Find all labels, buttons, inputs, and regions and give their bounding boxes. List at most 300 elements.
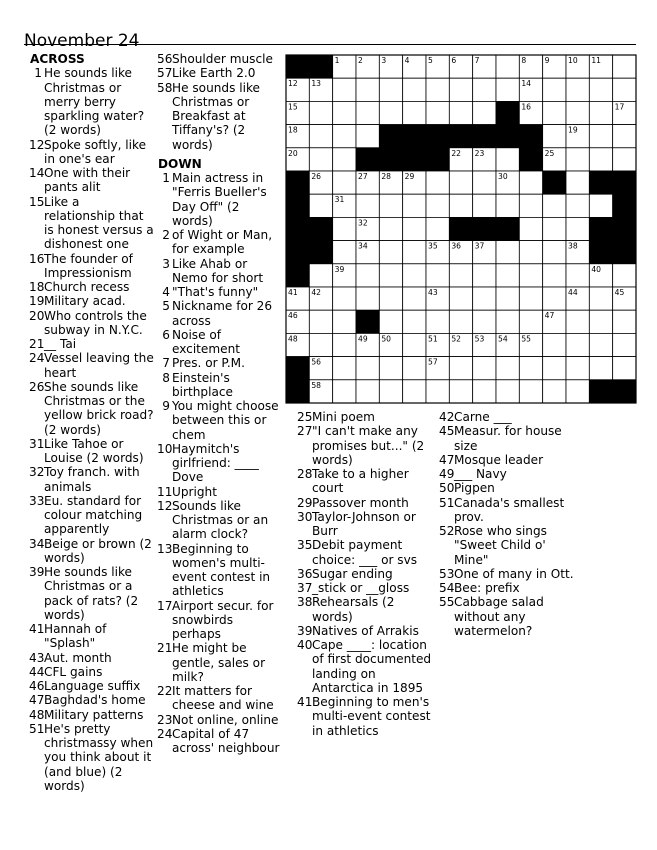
grid-block-cell [613, 194, 636, 217]
clue-text: Einstein's birthplace [172, 370, 233, 399]
grid-cell[interactable] [333, 380, 356, 403]
grid-cell[interactable] [449, 78, 472, 101]
grid-clue-number: 40 [591, 264, 602, 274]
grid-cell[interactable] [473, 171, 496, 194]
clue-item [298, 567, 434, 581]
clue-text: "That's funny" [172, 285, 259, 299]
grid-cell[interactable] [426, 78, 449, 101]
title-divider [24, 44, 636, 45]
clue-column-3 [298, 410, 434, 738]
clue-item [440, 410, 574, 424]
grid-cell[interactable] [426, 217, 449, 240]
grid-block-cell [589, 241, 612, 264]
grid-block-cell [589, 217, 612, 240]
clue-item [30, 679, 154, 693]
clue-text: Beginning to women's multi-event contest in athletics [172, 541, 271, 599]
grid-cell[interactable] [589, 194, 612, 217]
grid-cell[interactable] [496, 78, 519, 101]
grid-cell[interactable] [519, 171, 542, 194]
clue-item [298, 410, 434, 424]
grid-cell[interactable] [449, 310, 472, 333]
grid-cell[interactable] [496, 241, 519, 264]
clue-item [298, 467, 434, 496]
grid-cell[interactable] [496, 148, 519, 171]
grid-cell[interactable] [589, 78, 612, 101]
grid-clue-number: 8 [521, 56, 527, 65]
grid-cell[interactable] [379, 101, 402, 124]
grid-clue-number: 15 [288, 102, 298, 112]
grid-block-cell [356, 148, 379, 171]
grid-cell[interactable] [356, 78, 379, 101]
grid-block-cell [403, 125, 426, 148]
clue-number: 52 [439, 524, 455, 538]
grid-cell[interactable] [519, 217, 542, 240]
grid-cell[interactable] [519, 264, 542, 287]
grid-cell[interactable] [543, 287, 566, 310]
clue-number: 7 [162, 356, 170, 371]
grid-cell[interactable] [333, 310, 356, 333]
clue-number: 1 [162, 171, 170, 185]
clue-text: CFL gains [44, 664, 103, 679]
grid-cell[interactable] [543, 333, 566, 356]
grid-block-cell [379, 148, 402, 171]
grid-cell[interactable] [519, 380, 542, 403]
grid-block-cell [309, 241, 332, 264]
grid-cell[interactable] [519, 357, 542, 380]
clue-text: Sounds like Christmas or an alarm clock? [172, 498, 269, 542]
grid-clue-number: 57 [428, 357, 438, 367]
clue-item [30, 708, 154, 722]
grid-cell[interactable] [426, 101, 449, 124]
grid-block-cell [286, 171, 309, 194]
clue-item [158, 171, 282, 228]
grid-clue-number: 10 [568, 56, 578, 65]
grid-cell[interactable] [589, 357, 612, 380]
clue-item [440, 424, 574, 453]
grid-clue-number: 16 [521, 102, 532, 112]
clue-number: 19 [29, 294, 45, 309]
grid-cell[interactable] [403, 310, 426, 333]
grid-cell[interactable] [403, 287, 426, 310]
grid-cell[interactable] [519, 310, 542, 333]
grid-clue-number: 43 [428, 288, 438, 297]
grid-cell[interactable] [543, 78, 566, 101]
clue-item [440, 595, 574, 638]
grid-cell[interactable] [473, 357, 496, 380]
grid-cell[interactable] [379, 241, 402, 264]
clue-text: You might choose between this or chem [172, 399, 279, 442]
grid-cell[interactable] [403, 264, 426, 287]
grid-cell[interactable] [309, 310, 332, 333]
grid-clue-number: 37 [474, 241, 485, 251]
grid-clue-number: 5 [428, 56, 433, 65]
crossword-grid-svg[interactable] [285, 54, 637, 404]
clue-number: 11 [157, 484, 173, 499]
clue-number: 22 [157, 684, 173, 698]
clue-text: Cabbage salad without any watermelon? [454, 595, 544, 638]
clue-item [298, 538, 434, 567]
grid-cell[interactable] [543, 125, 566, 148]
grid-cell[interactable] [333, 241, 356, 264]
clue-number: 30 [297, 509, 313, 524]
grid-cell[interactable] [519, 241, 542, 264]
grid-cell[interactable] [356, 287, 379, 310]
grid-cell[interactable] [309, 194, 332, 217]
clue-text: Military acad. [44, 294, 126, 309]
grid-cell[interactable] [356, 264, 379, 287]
clue-number: 13 [157, 541, 173, 556]
clue-text: _stick or __gloss [312, 581, 410, 595]
grid-cell[interactable] [496, 310, 519, 333]
grid-clue-number: 51 [428, 334, 438, 344]
clue-item [158, 727, 282, 756]
clue-item [298, 695, 434, 738]
clue-item [30, 294, 154, 308]
grid-cell[interactable] [589, 333, 612, 356]
grid-cell[interactable] [449, 357, 472, 380]
grid-cell[interactable] [309, 333, 332, 356]
clue-number: 24 [29, 351, 45, 366]
grid-cell[interactable] [543, 380, 566, 403]
clue-text: Carne ___ [454, 410, 512, 424]
grid-cell[interactable] [543, 357, 566, 380]
down-clue-list-continued [298, 410, 434, 738]
clue-number: 23 [157, 712, 173, 727]
clue-item [158, 228, 282, 257]
grid-cell[interactable] [496, 264, 519, 287]
grid-cell[interactable] [496, 380, 519, 403]
grid-cell[interactable] [543, 194, 566, 217]
grid-cell[interactable] [543, 264, 566, 287]
grid-cell[interactable] [496, 357, 519, 380]
grid-cell[interactable] [613, 357, 636, 380]
grid-cell[interactable] [449, 194, 472, 217]
grid-clue-number: 13 [311, 79, 322, 89]
clue-item [30, 722, 154, 793]
grid-cell[interactable] [333, 101, 356, 124]
grid-cell[interactable] [543, 217, 566, 240]
grid-cell[interactable] [333, 78, 356, 101]
clue-number: 31 [29, 436, 45, 451]
grid-cell[interactable] [613, 333, 636, 356]
grid-clue-number: 42 [311, 288, 322, 297]
grid-cell[interactable] [473, 101, 496, 124]
grid-clue-number: 41 [288, 288, 298, 297]
grid-clue-number: 29 [404, 172, 415, 181]
grid-cell[interactable] [403, 380, 426, 403]
clue-number: 57 [157, 66, 173, 81]
clue-number: 37 [297, 581, 313, 595]
grid-cell[interactable] [426, 380, 449, 403]
grid-cell[interactable] [426, 194, 449, 217]
grid-clue-number: 27 [358, 172, 368, 181]
grid-cell[interactable] [426, 171, 449, 194]
grid-block-cell [613, 241, 636, 264]
grid-clue-number: 26 [311, 172, 322, 181]
grid-clue-number: 32 [358, 218, 368, 228]
grid-block-cell [613, 380, 636, 403]
clue-text: Church recess [44, 280, 130, 294]
clue-text: ___ Navy [454, 467, 507, 481]
crossword-grid[interactable] [285, 54, 637, 404]
grid-clue-number: 11 [591, 56, 602, 65]
grid-clue-number: 58 [311, 380, 322, 390]
grid-cell[interactable] [449, 101, 472, 124]
clue-number: 28 [297, 467, 313, 481]
clue-item [30, 437, 154, 466]
grid-cell[interactable] [333, 171, 356, 194]
grid-cell[interactable] [379, 380, 402, 403]
grid-cell[interactable] [589, 101, 612, 124]
clue-number: 34 [29, 536, 45, 551]
clue-item [158, 542, 282, 599]
clue-number: 46 [29, 679, 45, 693]
clue-item [30, 651, 154, 665]
grid-cell[interactable] [543, 241, 566, 264]
grid-cell[interactable] [566, 357, 589, 380]
grid-block-cell [496, 101, 519, 124]
grid-cell[interactable] [333, 287, 356, 310]
clue-text: The founder of Impressionism [44, 251, 133, 280]
grid-cell[interactable] [309, 101, 332, 124]
across-clue-list [30, 66, 154, 793]
clue-item [158, 499, 282, 542]
clue-item [158, 485, 282, 499]
clue-number: 15 [29, 194, 45, 209]
clue-text: "I can't make any promises but..." (2 words) [312, 424, 425, 467]
grid-block-cell [286, 217, 309, 240]
clue-text: Mosque leader [454, 452, 544, 467]
clue-number: 33 [29, 493, 45, 508]
grid-cell[interactable] [473, 287, 496, 310]
grid-cell[interactable] [403, 333, 426, 356]
clue-number: 5 [162, 299, 170, 314]
clue-text: Upright [172, 484, 217, 499]
clue-number: 10 [157, 441, 173, 456]
grid-cell[interactable] [356, 101, 379, 124]
grid-cell[interactable] [403, 78, 426, 101]
clue-number: 26 [29, 379, 45, 394]
grid-cell[interactable] [566, 148, 589, 171]
clue-text: Who controls the subway in N.Y.C. [44, 308, 147, 337]
clue-number: 35 [297, 538, 313, 553]
grid-clue-number: 20 [288, 148, 298, 158]
grid-cell[interactable] [496, 194, 519, 217]
clue-item [158, 713, 282, 727]
clue-text: Rose who sings "Sweet Child o' Mine" [454, 524, 547, 567]
clue-column-1 [30, 52, 154, 793]
clue-text: Military patterns [44, 707, 144, 722]
grid-cell[interactable] [473, 310, 496, 333]
grid-clue-number: 7 [474, 56, 480, 65]
clue-item [440, 524, 574, 567]
grid-cell[interactable] [333, 357, 356, 380]
grid-clue-number: 35 [428, 241, 438, 251]
grid-cell[interactable] [449, 171, 472, 194]
clue-text: He's pretty christmassy when you think about it (and blue) (2 words) [44, 721, 154, 793]
clue-text: Cape ____: location of first documented landing on Antarctica in 1895 [312, 638, 432, 695]
grid-cell[interactable] [379, 357, 402, 380]
grid-cell[interactable] [403, 217, 426, 240]
grid-cell[interactable] [496, 287, 519, 310]
grid-clue-number: 52 [451, 334, 462, 344]
grid-clue-number: 4 [404, 56, 410, 65]
clue-number: 18 [29, 280, 45, 294]
clue-item [30, 252, 154, 281]
clue-text: He sounds like Christmas or Breakfast at Tiffany's? (2 words) [172, 80, 260, 152]
grid-clue-number: 9 [544, 56, 550, 65]
grid-cell[interactable] [613, 78, 636, 101]
grid-clue-number: 21 [428, 148, 438, 158]
clue-text: Noise of excitement [172, 327, 240, 356]
clue-item [440, 467, 574, 481]
clue-number: 2 [162, 228, 170, 242]
clue-number: 54 [439, 581, 455, 595]
clue-text: He might be gentle, sales or milk? [172, 641, 266, 684]
grid-cell[interactable] [496, 55, 519, 78]
grid-cell[interactable] [356, 380, 379, 403]
clue-number: 42 [439, 410, 455, 424]
grid-block-cell [379, 125, 402, 148]
grid-cell[interactable] [613, 264, 636, 287]
grid-clue-number: 1 [334, 56, 340, 65]
clue-item [158, 328, 282, 357]
grid-cell[interactable] [426, 264, 449, 287]
grid-cell[interactable] [356, 357, 379, 380]
grid-cell[interactable] [566, 264, 589, 287]
across-clue-list-continued [158, 52, 282, 152]
grid-cell[interactable] [589, 287, 612, 310]
grid-cell[interactable] [333, 217, 356, 240]
clue-text: Shoulder muscle [172, 52, 273, 66]
grid-cell[interactable] [543, 101, 566, 124]
grid-cell[interactable] [566, 194, 589, 217]
grid-cell[interactable] [403, 194, 426, 217]
grid-cell[interactable] [403, 241, 426, 264]
clue-item [158, 285, 282, 299]
grid-clue-number: 12 [288, 79, 298, 89]
grid-cell[interactable] [449, 287, 472, 310]
grid-cell[interactable] [613, 55, 636, 78]
grid-clue-number: 25 [544, 148, 555, 158]
grid-cell[interactable] [356, 194, 379, 217]
grid-cell[interactable] [566, 78, 589, 101]
clue-number: 45 [439, 424, 455, 439]
grid-cell[interactable] [589, 125, 612, 148]
grid-cell[interactable] [473, 194, 496, 217]
grid-cell[interactable] [473, 264, 496, 287]
grid-cell[interactable] [403, 101, 426, 124]
grid-clue-number: 6 [451, 56, 457, 65]
grid-clue-number: 18 [288, 125, 298, 135]
clue-text: Like a relationship that is honest versus a dishonest one [44, 194, 154, 252]
grid-cell[interactable] [613, 148, 636, 171]
clue-item [440, 453, 574, 467]
down-heading: DOWN [158, 156, 202, 171]
clue-number: 56 [157, 52, 173, 66]
clue-number: 12 [29, 137, 45, 152]
clue-number: 51 [439, 495, 455, 510]
grid-cell[interactable] [566, 310, 589, 333]
grid-cell[interactable] [379, 194, 402, 217]
grid-cell[interactable] [473, 78, 496, 101]
down-clue-list [158, 171, 282, 755]
grid-cell[interactable] [566, 333, 589, 356]
clue-item [158, 399, 282, 442]
grid-cell[interactable] [403, 357, 426, 380]
grid-block-cell [473, 217, 496, 240]
clue-text: Main actress in "Ferris Bueller's Day Off" (2 words) [172, 171, 267, 228]
grid-cell[interactable] [449, 264, 472, 287]
grid-clue-number: 48 [288, 334, 298, 344]
grid-cell[interactable] [379, 287, 402, 310]
grid-cell[interactable] [473, 380, 496, 403]
grid-cell[interactable] [566, 171, 589, 194]
clue-item [158, 599, 282, 642]
grid-cell[interactable] [333, 125, 356, 148]
clue-text: Capital of 47 across' neighbour [172, 726, 280, 755]
grid-clue-number: 44 [568, 288, 578, 297]
grid-cell[interactable] [379, 78, 402, 101]
grid-cell[interactable] [426, 310, 449, 333]
clue-number: 29 [297, 495, 313, 510]
clue-text: Vessel leaving the heart [44, 351, 154, 380]
clue-text: Debit payment choice: ___ or svs [312, 538, 418, 567]
clue-text: of Wight or Man, for example [172, 228, 273, 257]
grid-cell[interactable] [566, 380, 589, 403]
clue-item [298, 595, 434, 624]
grid-cell[interactable] [333, 148, 356, 171]
grid-cell[interactable] [519, 194, 542, 217]
grid-block-cell [356, 310, 379, 333]
clue-item [30, 537, 154, 566]
grid-cell[interactable] [449, 380, 472, 403]
grid-cell[interactable] [613, 125, 636, 148]
grid-cell[interactable] [309, 148, 332, 171]
grid-cell[interactable] [356, 125, 379, 148]
grid-cell[interactable] [309, 264, 332, 287]
grid-cell[interactable] [589, 148, 612, 171]
grid-cell[interactable] [519, 287, 542, 310]
clue-text: Like Ahab or Nemo for short [172, 256, 264, 285]
grid-cell[interactable] [566, 217, 589, 240]
grid-cell[interactable] [379, 310, 402, 333]
grid-clue-number: 28 [381, 172, 392, 181]
clue-number: 36 [297, 566, 313, 581]
grid-cell[interactable] [379, 217, 402, 240]
grid-cell[interactable] [309, 125, 332, 148]
clue-number: 55 [439, 595, 455, 610]
grid-clue-number: 19 [568, 125, 578, 135]
clue-number: 21 [157, 641, 173, 656]
clue-item [298, 496, 434, 510]
grid-cell[interactable] [589, 310, 612, 333]
grid-cell[interactable] [613, 310, 636, 333]
clue-item [158, 299, 282, 328]
clue-number: 44 [29, 664, 45, 679]
grid-cell[interactable] [379, 264, 402, 287]
clue-text: Measur. for house size [454, 424, 562, 453]
clue-text: Natives of Arrakis [312, 623, 419, 638]
clue-number: 14 [29, 166, 45, 180]
grid-cell[interactable] [333, 333, 356, 356]
clue-item [158, 442, 282, 485]
grid-cell[interactable] [566, 101, 589, 124]
clue-number: 20 [29, 308, 45, 323]
grid-block-cell [589, 380, 612, 403]
clue-item [440, 496, 574, 525]
clue-number: 16 [29, 251, 45, 266]
